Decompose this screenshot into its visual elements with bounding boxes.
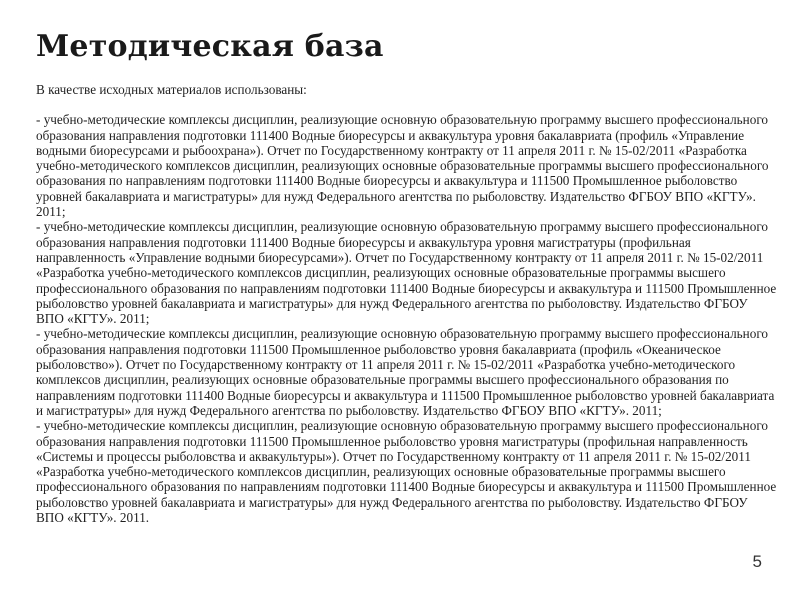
- list-item: - учебно-методические комплексы дисциплин, реализующие основную образовательную программу высшего профессионального образования направления подготовки 111500 Промышленное рыболовство уровня бакалавриата (профиль «Океаническое рыболовство»). Отчет по Государственному контракту от 11 апреля 2011 г. № 15-02/2011 «Разработка учебно-методического комплексов дисциплин, реализующих основные образовательные программы высшего профессионального образования по направлениям подготовки 111400 Водные биоресурсы и аквакультура и 111500 Промышленное рыболовство уровней бакалавриата и магистратуры» для нужд Федерального агентства по рыболовству. Издательство ФГБОУ ВПО «КГТУ». 2011;: [36, 326, 775, 418]
- list-item: - учебно-методические комплексы дисциплин, реализующие основную образовательную программу высшего профессионального образования направления подготовки 111400 Водные биоресурсы и аквакультура уровня магистратуры (профильная направленность «Управление водными биоресурсами»). Отчет по Государственному контракту от 11 апреля 2011 г. № 15-02/2011 «Разработка учебно-методического комплексов дисциплин, реализующих основные образовательные программы высшего профессионального образования по направлениям подготовки 111400 Водные биоресурсы и аквакультура и 111500 Промышленное рыболовство уровней бакалавриата и магистратуры» для нужд Федерального агентства по рыболовству. Издательство ФГБОУ ВПО «КГТУ». 2011;: [36, 219, 777, 327]
- slide-body: [36, 82, 778, 525]
- page-title: Методическая база: [36, 29, 384, 64]
- page-number: 5: [752, 552, 762, 571]
- intro-text: В качестве исходных материалов использованы:: [36, 82, 307, 97]
- list-item: - учебно-методические комплексы дисциплин, реализующие основную образовательную программу высшего профессионального образования направления подготовки 111400 Водные биоресурсы и аквакультура уровня бакалавриата (профиль «Управление водными биоресурсами и рыбоохрана»). Отчет по Государственному контракту от 11 апреля 2011 г. № 15-02/2011 «Разработка учебно-методического комплексов дисциплин, реализующих основные образовательные программы высшего профессионального образования по направлениям подготовки 111400 Водные биоресурсы и аквакультура и 111500 Промышленное рыболовство уровней бакалавриата и магистратуры» для нужд Федерального агентства по рыболовству. Издательство ФГБОУ ВПО «КГТУ». 2011;: [36, 112, 769, 220]
- list-item: - учебно-методические комплексы дисциплин, реализующие основную образовательную программу высшего профессионального образования направления подготовки 111500 Промышленное рыболовство уровня магистратуры (профильная направленность «Системы и процессы рыболовства и аквакультуры»). Отчет по Государственному контракту от 11 апреля 2011 г. № 15-02/2011 «Разработка учебно-методического комплексов дисциплин, реализующих основные образовательные программы высшего профессионального образования по направлениям подготовки 111400 Водные биоресурсы и аквакультура и 111500 Промышленное рыболовство уровней бакалавриата и магистратуры» для нужд Федерального агентства по рыболовству. Издательство ФГБОУ ВПО «КГТУ». 2011.: [36, 418, 777, 526]
